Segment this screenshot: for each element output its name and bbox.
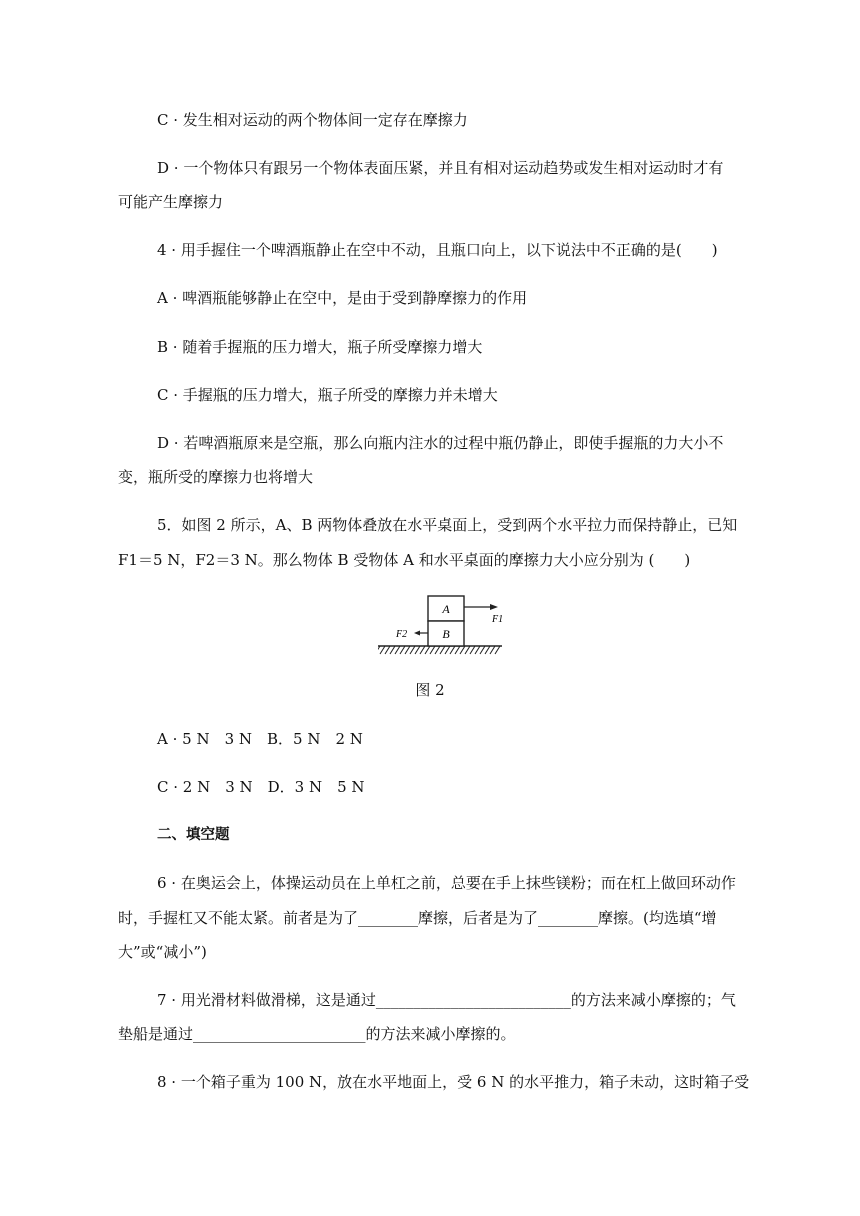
q5-stem-line1: 5．如图 2 所示，A、B 两物体叠放在水平桌面上，受到两个水平拉力而保持静止，已知 — [157, 516, 738, 534]
ground-surface — [378, 646, 502, 654]
ground-hatch-mark — [405, 646, 410, 654]
ground-hatch-mark — [450, 646, 455, 654]
q5-options-row1: A · 5 N 3 N B．5 N 2 N — [157, 730, 363, 748]
ground-hatch-mark — [440, 646, 445, 654]
q4-stem: 4 · 用手握住一个啤酒瓶静止在空中不动，且瓶口向上，以下说法中不正确的是( ) — [157, 241, 718, 259]
q4-option-d-line1: D · 若啤酒瓶原来是空瓶，那么向瓶内注水的过程中瓶仍静止，即使手握瓶的力大小不 — [157, 434, 724, 452]
force-f1-arrow — [464, 604, 498, 610]
q7-line1: 7 · 用光滑材料做滑梯，这是通过__________________________的方法来减小摩擦的；气 — [157, 991, 736, 1009]
q4-option-a: A · 啤酒瓶能够静止在空中，是由于受到静摩擦力的作用 — [157, 289, 528, 307]
block-a-label: A — [442, 602, 450, 616]
q4-option-b: B · 随着手握瓶的压力增大，瓶子所受摩擦力增大 — [157, 338, 483, 356]
q6-line2: 时，手握杠又不能太紧。前者是为了________摩擦，后者是为了________摩擦。(均选填“增 — [118, 909, 717, 927]
ground-hatch-mark — [385, 646, 390, 654]
ground-hatch-mark — [445, 646, 450, 654]
ground-hatch-mark — [485, 646, 490, 654]
ground-hatch-mark — [400, 646, 405, 654]
ground-hatch-mark — [420, 646, 425, 654]
ground-hatch-mark — [410, 646, 415, 654]
ground-hatch-mark — [430, 646, 435, 654]
blocks-figure — [378, 592, 504, 658]
force-f2-label: F2 — [396, 629, 408, 640]
ground-hatch-mark — [435, 646, 440, 654]
q5-stem-line2: F1＝5 N，F2＝3 N。那么物体 B 受物体 A 和水平桌面的摩擦力大小应分别为 ( ) — [118, 551, 691, 569]
figure-caption: 图 2 — [415, 681, 445, 699]
ground-hatch-mark — [460, 646, 465, 654]
ground-hatch-mark — [470, 646, 475, 654]
ground-hatch-mark — [415, 646, 420, 654]
block-b-label: B — [442, 627, 450, 641]
q8-line1: 8 · 一个箱子重为 100 N，放在水平地面上，受 6 N 的水平推力，箱子未动，这时箱子受 — [157, 1073, 750, 1091]
ground-hatch-mark — [475, 646, 480, 654]
force-f2-arrow — [414, 631, 428, 636]
q3-option-d-line2: 可能产生摩擦力 — [118, 193, 224, 211]
ground-hatch-mark — [490, 646, 495, 654]
q5-options-row2: C · 2 N 3 N D．3 N 5 N — [157, 778, 365, 796]
ground-hatch-mark — [395, 646, 400, 654]
q3-option-c: C · 发生相对运动的两个物体间一定存在摩擦力 — [157, 111, 468, 129]
ground-hatch-mark — [390, 646, 395, 654]
q3-option-d-line1: D · 一个物体只有跟另一个物体表面压紧，并且有相对运动趋势或发生相对运动时才有 — [157, 159, 724, 177]
ground-hatch-mark — [378, 646, 380, 654]
q6-line1: 6 · 在奥运会上，体操运动员在上单杠之前，总要在手上抹些镁粉；而在杠上做回环动作 — [157, 874, 736, 892]
ground-hatch-mark — [465, 646, 470, 654]
q6-line3: 大”或“减小”) — [118, 943, 207, 961]
ground-hatch-mark — [480, 646, 485, 654]
q4-option-c: C · 手握瓶的压力增大，瓶子所受的摩擦力并未增大 — [157, 386, 498, 404]
q7-line2: 垫船是通过_______________________的方法来减小摩擦的。 — [118, 1025, 516, 1043]
q4-option-d-line2: 变，瓶所受的摩擦力也将增大 — [118, 468, 314, 486]
section-heading-fill-in: 二、填空题 — [157, 827, 230, 843]
ground-hatch-mark — [455, 646, 460, 654]
ground-hatch-mark — [380, 646, 385, 654]
ground-hatch-mark — [425, 646, 430, 654]
force-f1-label: F1 — [492, 614, 504, 625]
ground-hatch-mark — [495, 646, 500, 654]
